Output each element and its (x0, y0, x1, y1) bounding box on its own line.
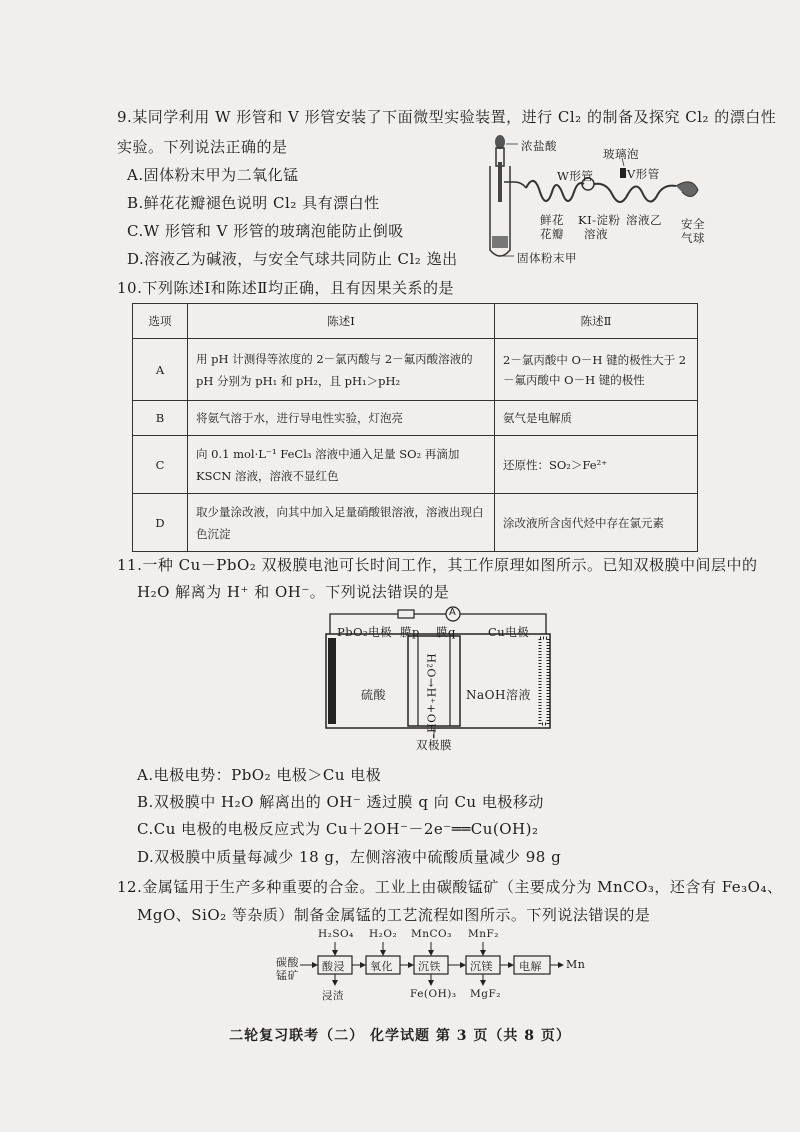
q11-option-d: D.双极膜中质量每减少 18 g，左侧溶液中硫酸质量减少 98 g (137, 848, 562, 866)
table-header-statement2: 陈述Ⅱ (495, 304, 698, 339)
q9-label-solution-b: 溶液乙 (626, 213, 662, 227)
q10-stem: 10.下列陈述Ⅰ和陈述Ⅱ均正确，且有因果关系的是 (117, 279, 454, 297)
q9-label-vtube: V形管 (627, 167, 660, 181)
q11-label-sulfuric-acid: 硫酸 (361, 688, 387, 702)
q12-ore-label2: 锰矿 (276, 969, 299, 982)
q9-label-balloon1: 安全 (681, 217, 705, 231)
q11-label-membrane-q: 膜q (436, 625, 456, 639)
table-header-option: 选项 (133, 304, 188, 339)
table-cell-statement2: 还原性：SO₂＞Fe²⁺ (495, 436, 698, 494)
table-row (133, 401, 698, 436)
q9-label-flower2: 花瓣 (540, 227, 564, 241)
q11-option-c: C.Cu 电极的电极反应式为 Cu＋2OH⁻－2e⁻══Cu(OH)₂ (137, 820, 539, 838)
table-cell-option: D (133, 494, 188, 552)
q11-label-membrane-p: 膜p (400, 625, 420, 639)
table-row (133, 339, 698, 401)
q12-waste-feoh3: Fe(OH)₃ (410, 988, 457, 1000)
q11-option-b: B.双极膜中 H₂O 解离出的 OH⁻ 透过膜 q 向 Cu 电极移动 (137, 793, 544, 811)
table-row (133, 436, 698, 494)
q12-step-oxidize: 氧化 (370, 960, 393, 973)
q9-stem-line2: 实验。下列说法正确的是 (117, 138, 288, 156)
table-header-statement1: 陈述Ⅰ (188, 304, 495, 339)
page-footer: 二轮复习联考（二） 化学试题 第 3 页（共 8 页） (229, 1028, 571, 1044)
q9-label-flower1: 鲜花 (540, 213, 564, 227)
q11-label-naoh: NaOH溶液 (466, 688, 531, 702)
q9-label-wtube: W形管 (557, 169, 594, 183)
q11-label-pbo2: PbO₂电极 (337, 625, 393, 639)
table-cell-option: B (133, 401, 188, 436)
table-cell-statement1: 向 0.1 mol·L⁻¹ FeCl₃ 溶液中通入足量 SO₂ 再滴加 KSCN 溶液，溶液不显红色 (188, 436, 495, 494)
q12-waste-residue: 浸渣 (322, 990, 344, 1002)
q9-option-a: A.固体粉末甲为二氧化锰 (127, 166, 299, 184)
q12-reagent-mnco3: MnCO₃ (411, 928, 452, 940)
q12-step-remove-iron: 沉铁 (418, 960, 441, 973)
table-row (133, 494, 698, 552)
q9-label-powder: 固体粉末甲 (517, 251, 577, 265)
q9-label-acid: 浓盐酸 (521, 139, 557, 153)
q9-label-balloon2: 气球 (681, 231, 705, 245)
q11-option-a: A.电极电势：PbO₂ 电极＞Cu 电极 (137, 766, 382, 784)
table-cell-statement2: 涂改液所含卤代烃中存在氯元素 (495, 494, 698, 552)
q11-label-bipolar: 双极膜 (416, 738, 452, 752)
q11-label-ions: H₂O→H⁺+OH⁻ (424, 653, 438, 740)
q12-waste-mgf2: MgF₂ (470, 988, 501, 1000)
table-cell-option: A (133, 339, 188, 401)
q12-step-acid-leach: 酸浸 (322, 960, 345, 973)
q11-ammeter-label: A (449, 607, 457, 618)
table-cell-statement1: 用 pH 计测得等浓度的 2－氯丙酸与 2－氟丙酸溶液的 pH 分别为 pH₁ 和 pH₂，且 pH₁＞pH₂ (188, 339, 495, 401)
q12-stem-line1: 12.金属锰用于生产多种重要的合金。工业上由碳酸锰矿（主要成分为 MnCO₃，还含有 Fe₃O₄、 (117, 878, 783, 896)
q9-stem-line1: 9.某同学利用 W 形管和 V 形管安装了下面微型实验装置，进行 Cl₂ 的制备及探究 Cl₂ 的漂白性 (117, 108, 777, 126)
q9-label-ki2: 溶液 (584, 227, 608, 241)
table-cell-statement1: 将氨气溶于水，进行导电性实验，灯泡亮 (188, 401, 495, 436)
q9-apparatus-figure (478, 132, 718, 272)
q9-label-ki1: KI-淀粉 (578, 213, 621, 227)
q12-reagent-h2so4: H₂SO₄ (318, 928, 354, 940)
q12-reagent-mnf2: MnF₂ (468, 928, 500, 940)
q9-option-c: C.W 形管和 V 形管的玻璃泡能防止倒吸 (127, 222, 404, 240)
q11-stem-line2: H₂O 解离为 H⁺ 和 OH⁻。下列说法错误的是 (137, 583, 450, 601)
q9-label-bulb: 玻璃泡 (603, 147, 639, 161)
q9-option-d: D.溶液乙为碱液，与安全气球共同防止 Cl₂ 逸出 (127, 250, 458, 268)
table-header-row (133, 304, 698, 339)
q12-ore-label1: 碳酸 (276, 956, 299, 969)
q11-stem-line1: 11.一种 Cu－PbO₂ 双极膜电池可长时间工作，其工作原理如图所示。已知双极膜中间层中的 (117, 556, 758, 574)
table-cell-statement2: 氨气是电解质 (495, 401, 698, 436)
q10-table (132, 303, 698, 552)
q9-option-b: B.鲜花花瓣褪色说明 Cl₂ 具有漂白性 (127, 194, 380, 212)
q12-step-electrolysis: 电解 (519, 960, 542, 973)
table-cell-option: C (133, 436, 188, 494)
q12-stem-line2: MgO、SiO₂ 等杂质）制备金属锰的工艺流程如图所示。下列说法错误的是 (137, 906, 651, 924)
table-cell-statement1: 取少量涂改液，向其中加入足量硝酸银溶液，溶液出现白色沉淀 (188, 494, 495, 552)
table-cell-statement2: 2－氯丙酸中 O－H 键的极性大于 2－氟丙酸中 O－H 键的极性 (495, 339, 698, 401)
q12-reagent-h2o2: H₂O₂ (369, 928, 398, 940)
q12-step-remove-magnesium: 沉镁 (470, 960, 493, 973)
q12-product-mn: Mn (566, 958, 586, 971)
q11-label-cu: Cu电极 (488, 625, 530, 639)
